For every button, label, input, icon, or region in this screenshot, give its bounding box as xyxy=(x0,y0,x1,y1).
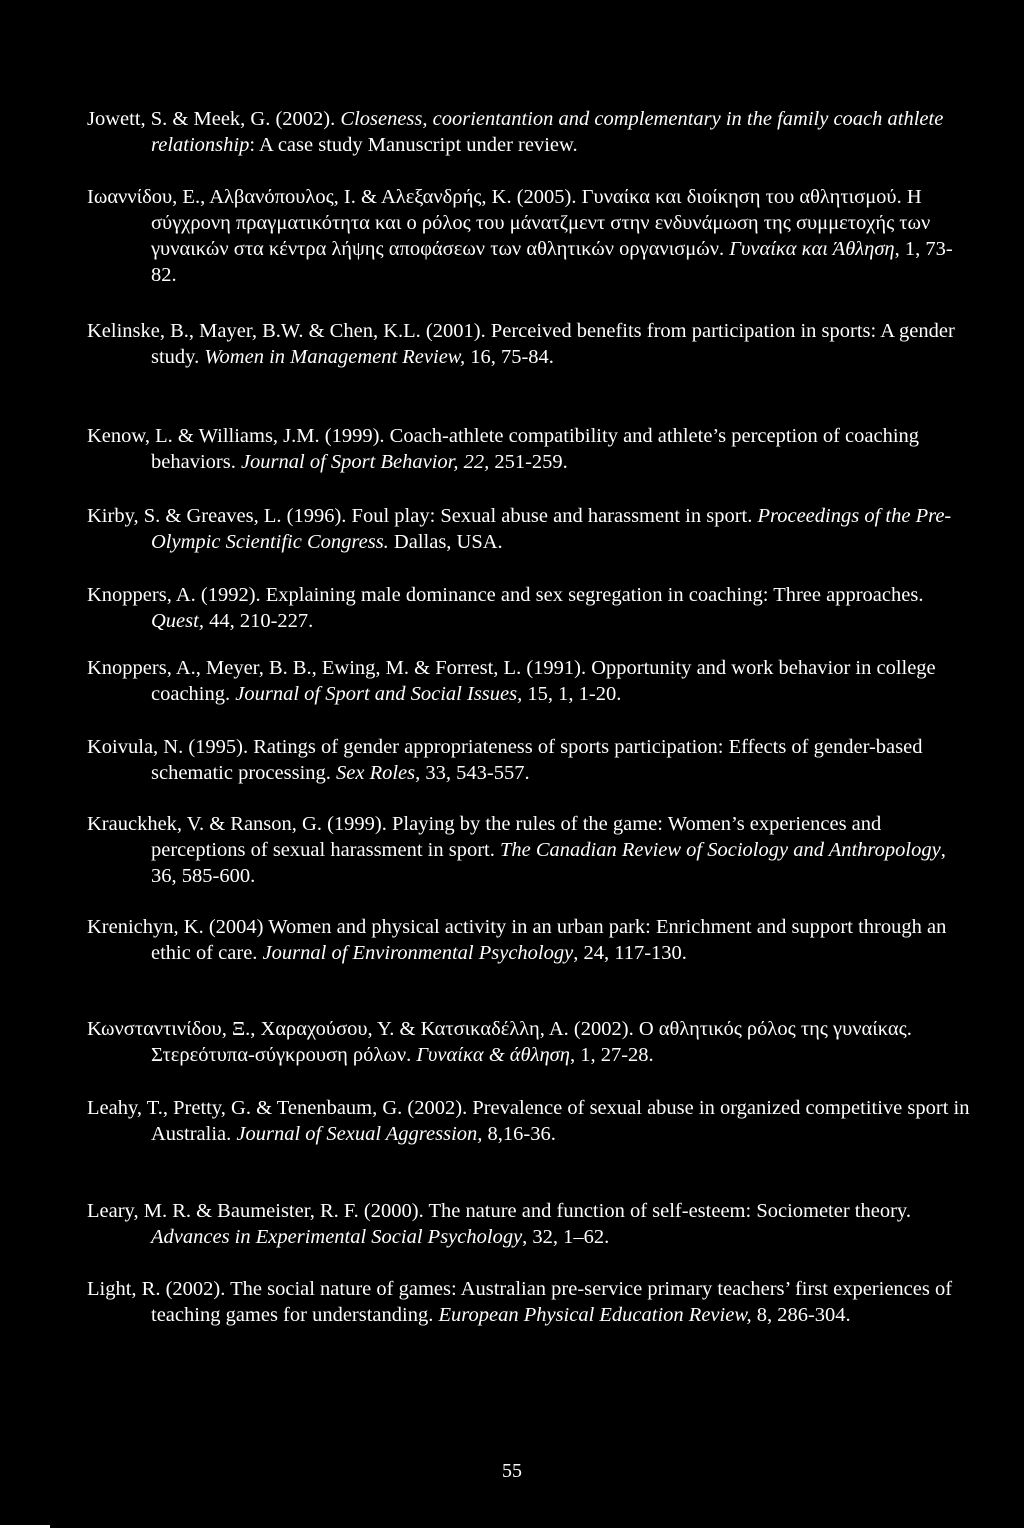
reference-authors: Knoppers, A. (1992). Explaining male dominance and sex segregation in coaching: Three approaches. xyxy=(87,584,924,606)
reference-details: , 1, 73-82. xyxy=(151,238,953,286)
reference-details: 251-259. xyxy=(489,451,568,473)
reference-krenichyn xyxy=(87,914,971,966)
reference-details: 44, 210-227. xyxy=(203,610,314,632)
reference-knoppers-1992 xyxy=(87,582,971,634)
reference-volume: 22, xyxy=(463,451,490,473)
reference-title: Quest, xyxy=(151,610,204,632)
reference-knoppers-1991 xyxy=(87,655,971,707)
reference-title: Journal of Sport Behavior, xyxy=(240,451,459,473)
reference-details: Dallas, USA. xyxy=(388,531,503,553)
reference-authors: Ιωαννίδου, Ε., Αλβανόπουλος, Ι. & Αλεξανδρής, Κ. (2005). Γυναίκα και διοίκηση του αθλητισμού. Η σύγχρονη πραγματικότητα και ο ρόλος του μάνατζμεντ στην ενδυνάμωση της συμμετοχής των γυναικών στα κέντρα λήψης αποφάσεων των αθλητικών οργανισμών. xyxy=(87,186,931,260)
reference-koivula xyxy=(87,734,971,786)
reference-details: , 32, 1–62. xyxy=(522,1226,610,1248)
reference-details: , 1, 27-28. xyxy=(569,1044,654,1066)
reference-details: 15, 1, 1-20. xyxy=(522,683,622,705)
reference-ioannidou xyxy=(87,184,971,288)
reference-title: Women in Management Review, xyxy=(204,346,466,368)
reference-details: , 24, 117-130. xyxy=(573,942,687,964)
reference-authors: Leahy, T., Pretty, G. & Tenenbaum, G. (2002). Prevalence of sexual abuse in organized competitive sport in Australia. xyxy=(87,1097,970,1145)
reference-details: 16, 75-84. xyxy=(465,346,554,368)
reference-authors: Kenow, L. & Williams, J.M. (1999). Coach-athlete compatibility and athlete’s perception of coaching behaviors. xyxy=(87,425,920,473)
page-number: 55 xyxy=(502,1460,522,1482)
reference-details: , 33, 543-557. xyxy=(415,762,530,784)
reference-authors: Kirby, S. & Greaves, L. (1996). Foul play: Sexual abuse and harassment in sport. xyxy=(87,505,758,527)
reference-details: 8,16-36. xyxy=(482,1123,556,1145)
reference-authors: Kelinske, B., Mayer, B.W. & Chen, K.L. (2001). Perceived benefits from participation in sports: A gender study. xyxy=(87,320,955,368)
reference-title: Advances in Experimental Social Psychology xyxy=(151,1226,523,1248)
reference-light xyxy=(87,1276,971,1328)
reference-title: Sex Roles xyxy=(336,762,416,784)
reference-title: Journal of Environmental Psychology xyxy=(262,942,574,964)
reference-authors: Krauckhek, V. & Ranson, G. (1999). Playing by the rules of the game: Women’s experiences and perceptions of sexual harassment in sport. xyxy=(87,813,882,861)
reference-konstantinidou xyxy=(87,1016,971,1068)
reference-details: 8, 286-304. xyxy=(751,1304,851,1326)
reference-kenow xyxy=(87,423,971,475)
reference-kelinske xyxy=(87,318,971,370)
reference-title: Journal of Sexual Aggression, xyxy=(236,1123,483,1145)
reference-title: Γυναίκα και Άθληση xyxy=(729,238,895,260)
reference-leary xyxy=(87,1198,971,1250)
reference-jowett xyxy=(87,106,971,158)
reference-leahy xyxy=(87,1095,971,1147)
reference-krauckhek xyxy=(87,811,971,889)
reference-authors: Κωνσταντινίδου, Ξ., Χαραχούσου, Υ. & Κατσικαδέλλη, Α. (2002). Ο αθλητικός ρόλος της γυναίκας. Στερεότυπα-σύγκρουση ρόλων. xyxy=(87,1018,912,1066)
reference-title: European Physical Education Review, xyxy=(438,1304,752,1326)
reference-kirby xyxy=(87,503,971,555)
reference-authors: Jowett, S. & Meek, G. (2002). xyxy=(87,108,341,130)
reference-details: : A case study Manuscript under review. xyxy=(249,134,578,156)
reference-title: The Canadian Review of Sociology and Anthropology xyxy=(499,839,941,861)
reference-title: Proceedings of the Pre- Olympic Scientific Congress. xyxy=(151,505,952,553)
reference-authors: Koivula, N. (1995). Ratings of gender appropriateness of sports participation: Effects of gender-based schematic processing. xyxy=(87,736,923,784)
reference-title: Γυναίκα & άθληση xyxy=(416,1044,570,1066)
reference-authors: Knoppers, A., Meyer, B. B., Ewing, M. & Forrest, L. (1991). Opportunity and work behavior in college coaching. xyxy=(87,657,936,705)
reference-authors: Leary, M. R. & Baumeister, R. F. (2000). The nature and function of self-esteem: Sociometer theory. xyxy=(87,1200,911,1222)
reference-details: , 36, 585-600. xyxy=(151,839,946,887)
reference-authors: Krenichyn, K. (2004) Women and physical activity in an urban park: Enrichment and support through an ethic of care. xyxy=(87,916,947,964)
reference-title: Journal of Sport and Social Issues, xyxy=(235,683,523,705)
reference-authors: Light, R. (2002). The social nature of games: Australian pre-service primary teachers’ first experiences of teaching games for understanding. xyxy=(87,1278,953,1326)
reference-title: Closeness, coorientantion and complementary in the family coach athlete relationship xyxy=(151,108,944,156)
